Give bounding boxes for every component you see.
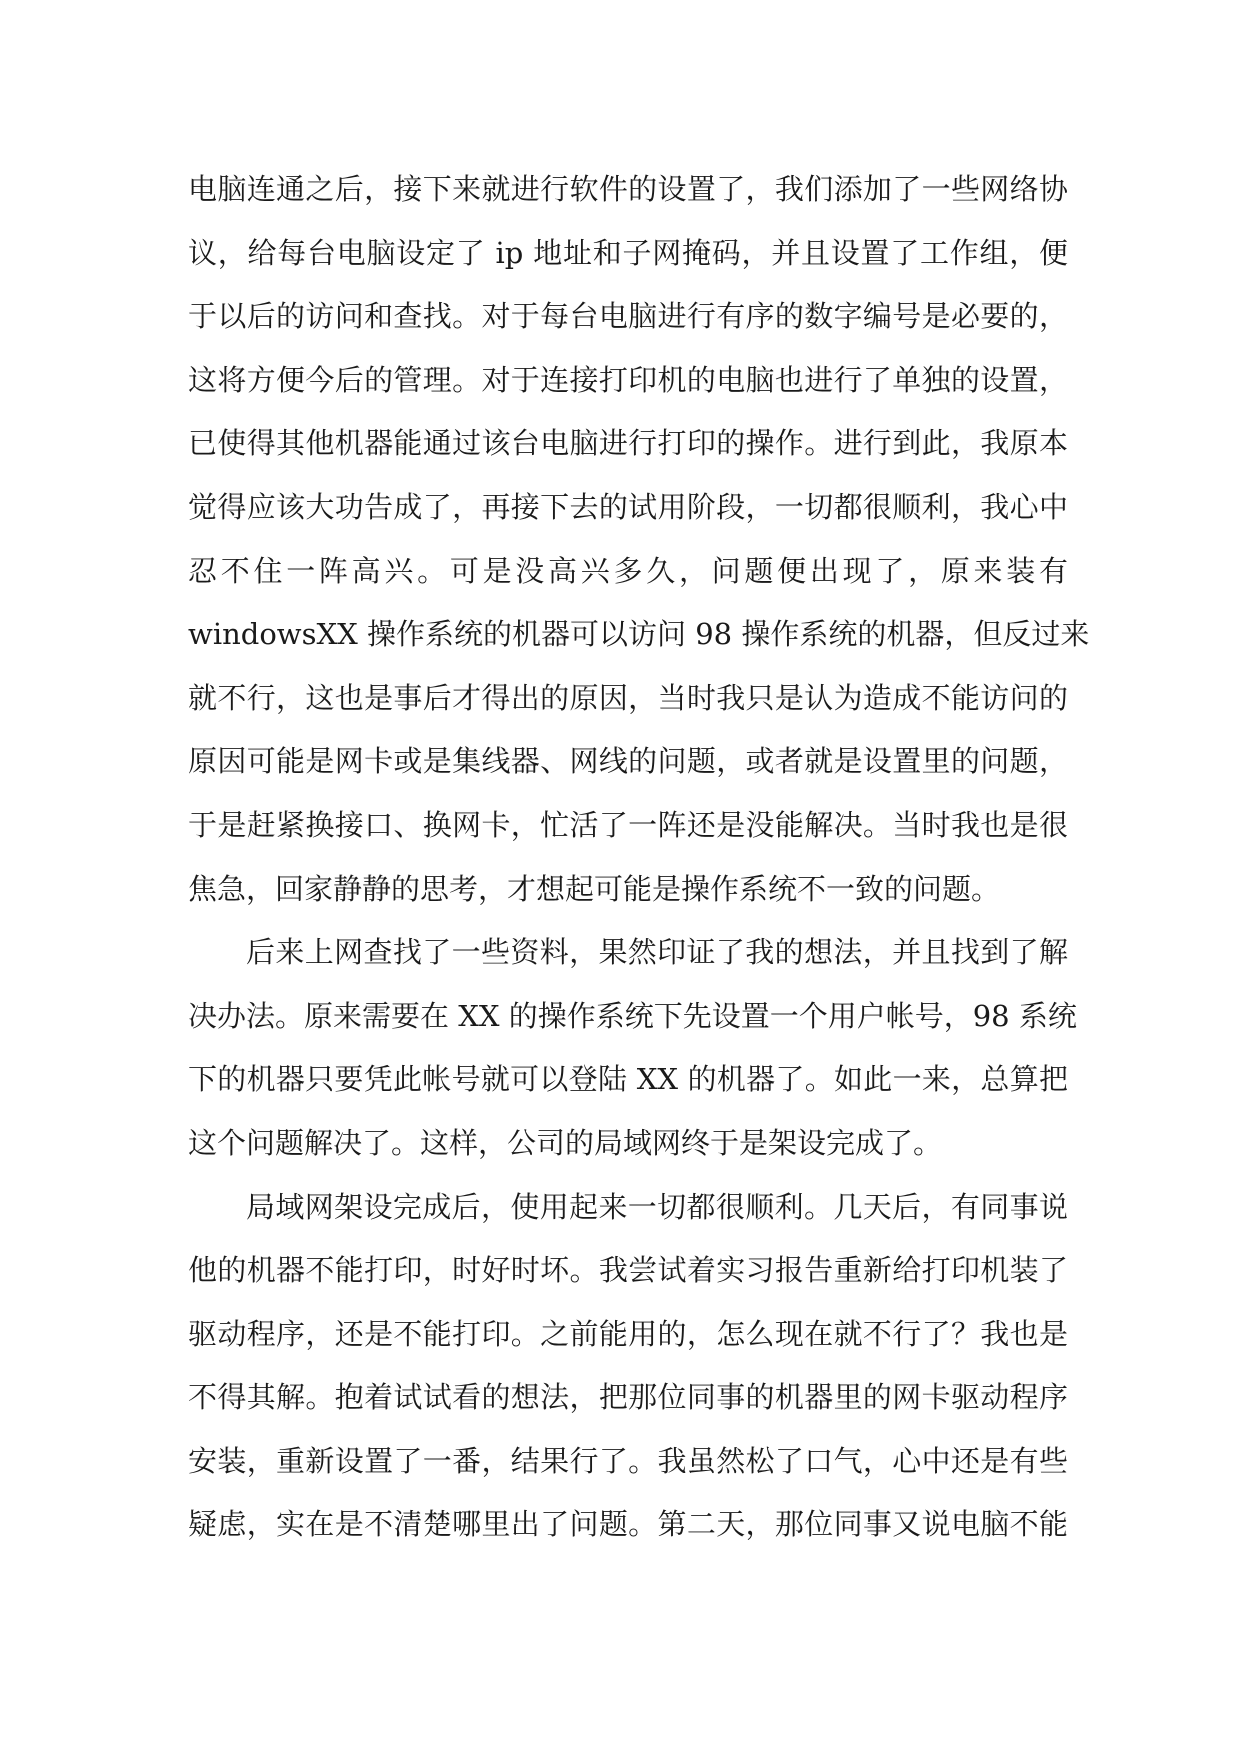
text-line: 驱动程序，还是不能打印。之前能用的，怎么现在就不行了？我也是 [188, 1316, 1068, 1351]
paragraph-first-line: 后来上网查找了一些资料，果然印证了我的想法，并且找到了解 [246, 935, 1068, 970]
text-line: windowsXX 操作系统的机器可以访问 98 操作系统的机器，但反过来 [188, 617, 1090, 652]
text-line: 安装，重新设置了一番，结果行了。我虽然松了口气，心中还是有些 [188, 1443, 1068, 1478]
text-line: 电脑连通之后，接下来就进行软件的设置了，我们添加了一些网络协 [188, 172, 1068, 206]
text-line: 不得其解。抱着试试看的想法，把那位同事的机器里的网卡驱动程序 [188, 1380, 1068, 1415]
text-line: 焦急，回家静静的思考，才想起可能是操作系统不一致的问题。 [188, 871, 1001, 906]
text-line: 原因可能是网卡或是集线器、网线的问题，或者就是设置里的问题， [188, 744, 1068, 779]
text-line: 下的机器只要凭此帐号就可以登陆 XX 的机器了。如此一来，总算把 [188, 1062, 1068, 1097]
text-line: 觉得应该大功告成了，再接下去的试用阶段，一切都很顺利，我心中 [188, 489, 1068, 524]
text-line: 于以后的访问和查找。对于每台电脑进行有序的数字编号是必要的， [188, 299, 1068, 334]
body-text [188, 158, 1090, 1557]
text-line: 忍不住一阵高兴。可是没高兴多久，问题便出现了，原来装有 [188, 553, 1068, 588]
text-line: 这将方便今后的管理。对于连接打印机的电脑也进行了单独的设置， [188, 362, 1068, 397]
text-line: 于是赶紧换接口、换网卡，忙活了一阵还是没能解决。当时我也是很 [188, 807, 1068, 842]
text-line: 决办法。原来需要在 XX 的操作系统下先设置一个用户帐号，98 系统 [188, 998, 1077, 1033]
text-line: 这个问题解决了。这样，公司的局域网终于是架设完成了。 [188, 1125, 943, 1160]
text-line: 他的机器不能打印，时好时坏。我尝试着实习报告重新给打印机装了 [188, 1253, 1068, 1288]
paragraph-first-line: 局域网架设完成后，使用起来一切都很顺利。几天后，有同事说 [246, 1189, 1068, 1224]
text-line: 已使得其他机器能通过该台电脑进行打印的操作。进行到此，我原本 [188, 426, 1068, 461]
text-line: 疑虑，实在是不清楚哪里出了问题。第二天，那位同事又说电脑不能 [188, 1507, 1068, 1542]
text-line: 议，给每台电脑设定了 ip 地址和子网掩码，并且设置了工作组，便 [188, 235, 1068, 270]
text-line: 就不行，这也是事后才得出的原因，当时我只是认为造成不能访问的 [188, 680, 1068, 715]
